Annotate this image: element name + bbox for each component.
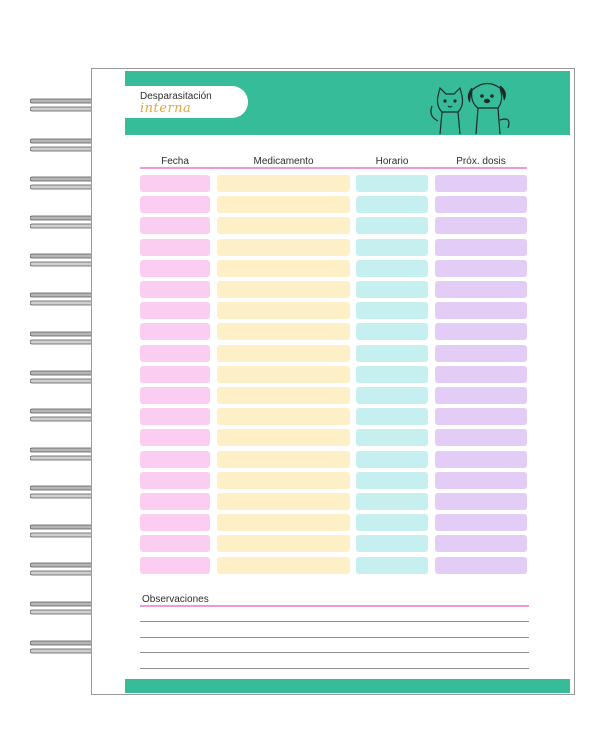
medicamento-cell[interactable]: [217, 535, 350, 552]
notes-line[interactable]: [140, 637, 529, 638]
footer-band: [125, 679, 570, 693]
horario-cell[interactable]: [356, 514, 428, 531]
notes-line[interactable]: [140, 621, 529, 622]
fecha-cell[interactable]: [140, 323, 210, 340]
prox-dosis-cell[interactable]: [435, 239, 527, 256]
medicamento-cell[interactable]: [217, 323, 350, 340]
fecha-cell[interactable]: [140, 196, 210, 213]
column-header-horario: Horario: [375, 156, 409, 167]
medicamento-cell[interactable]: [217, 260, 350, 277]
fecha-cell[interactable]: [140, 408, 210, 425]
prox-dosis-cell[interactable]: [435, 281, 527, 298]
prox-dosis-cell[interactable]: [435, 429, 527, 446]
horario-cell[interactable]: [356, 535, 428, 552]
horario-cell[interactable]: [356, 429, 428, 446]
page-title: Desparasitación: [140, 91, 212, 102]
medicamento-cell[interactable]: [217, 366, 350, 383]
horario-cell[interactable]: [356, 345, 428, 362]
prox-dosis-cell[interactable]: [435, 366, 527, 383]
medicamento-cell[interactable]: [217, 451, 350, 468]
prox-dosis-cell[interactable]: [435, 260, 527, 277]
horario-cell[interactable]: [356, 557, 428, 574]
prox-dosis-cell[interactable]: [435, 345, 527, 362]
fecha-cell[interactable]: [140, 429, 210, 446]
prox-dosis-cell[interactable]: [435, 514, 527, 531]
fecha-cell[interactable]: [140, 535, 210, 552]
pets-illustration: [420, 76, 520, 136]
notes-line[interactable]: [140, 668, 529, 669]
page-subtitle: interna: [140, 101, 192, 116]
horario-cell[interactable]: [356, 472, 428, 489]
medicamento-cell[interactable]: [217, 387, 350, 404]
medicamento-cell[interactable]: [217, 175, 350, 192]
prox-dosis-cell[interactable]: [435, 387, 527, 404]
dog-icon: [468, 83, 509, 134]
notes-line[interactable]: [140, 652, 529, 653]
column-header-medicamento: Medicamento: [253, 156, 314, 167]
prox-dosis-cell[interactable]: [435, 557, 527, 574]
medicamento-cell[interactable]: [217, 281, 350, 298]
fecha-cell[interactable]: [140, 493, 210, 510]
medicamento-cell[interactable]: [217, 472, 350, 489]
medicamento-cell[interactable]: [217, 493, 350, 510]
header-divider: [140, 167, 527, 169]
medicamento-cell[interactable]: [217, 196, 350, 213]
horario-cell[interactable]: [356, 196, 428, 213]
prox-dosis-cell[interactable]: [435, 175, 527, 192]
fecha-cell[interactable]: [140, 472, 210, 489]
horario-cell[interactable]: [356, 239, 428, 256]
prox-dosis-cell[interactable]: [435, 472, 527, 489]
medicamento-cell[interactable]: [217, 429, 350, 446]
column-header-prox-dosis: Próx. dosis: [456, 156, 506, 167]
notes-label: Observaciones: [142, 594, 209, 605]
prox-dosis-cell[interactable]: [435, 408, 527, 425]
fecha-cell[interactable]: [140, 366, 210, 383]
prox-dosis-cell[interactable]: [435, 451, 527, 468]
fecha-cell[interactable]: [140, 302, 210, 319]
horario-cell[interactable]: [356, 408, 428, 425]
fecha-cell[interactable]: [140, 260, 210, 277]
prox-dosis-cell[interactable]: [435, 323, 527, 340]
horario-cell[interactable]: [356, 260, 428, 277]
fecha-cell[interactable]: [140, 175, 210, 192]
fecha-cell[interactable]: [140, 387, 210, 404]
cat-icon: [431, 88, 463, 134]
fecha-cell[interactable]: [140, 451, 210, 468]
prox-dosis-cell[interactable]: [435, 196, 527, 213]
medicamento-cell[interactable]: [217, 302, 350, 319]
fecha-cell[interactable]: [140, 281, 210, 298]
fecha-cell[interactable]: [140, 345, 210, 362]
medicamento-cell[interactable]: [217, 345, 350, 362]
medicamento-cell[interactable]: [217, 408, 350, 425]
fecha-cell[interactable]: [140, 217, 210, 234]
horario-cell[interactable]: [356, 302, 428, 319]
horario-cell[interactable]: [356, 387, 428, 404]
horario-cell[interactable]: [356, 493, 428, 510]
column-header-fecha: Fecha: [161, 156, 189, 167]
horario-cell[interactable]: [356, 323, 428, 340]
horario-cell[interactable]: [356, 451, 428, 468]
horario-cell[interactable]: [356, 217, 428, 234]
prox-dosis-cell[interactable]: [435, 493, 527, 510]
medicamento-cell[interactable]: [217, 557, 350, 574]
fecha-cell[interactable]: [140, 514, 210, 531]
notes-divider: [140, 605, 529, 607]
horario-cell[interactable]: [356, 281, 428, 298]
medicamento-cell[interactable]: [217, 514, 350, 531]
prox-dosis-cell[interactable]: [435, 302, 527, 319]
fecha-cell[interactable]: [140, 557, 210, 574]
medicamento-cell[interactable]: [217, 239, 350, 256]
prox-dosis-cell[interactable]: [435, 217, 527, 234]
medicamento-cell[interactable]: [217, 217, 350, 234]
prox-dosis-cell[interactable]: [435, 535, 527, 552]
fecha-cell[interactable]: [140, 239, 210, 256]
horario-cell[interactable]: [356, 366, 428, 383]
horario-cell[interactable]: [356, 175, 428, 192]
